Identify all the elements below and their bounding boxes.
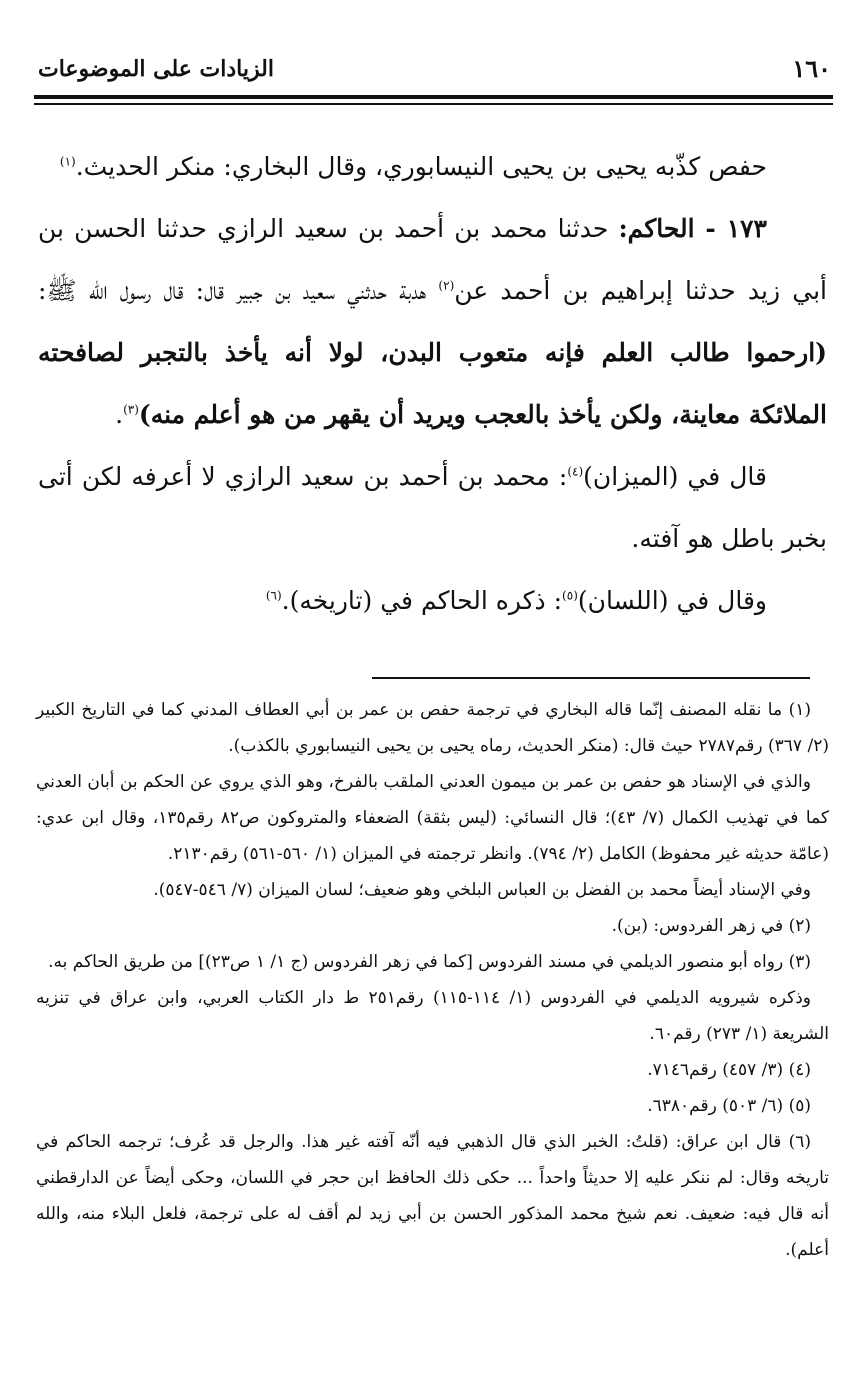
footnote-5: (٥) (٦/ ٥٠٣) رقم٦٣٨٠.	[647, 1096, 811, 1116]
hadith-number: ١٧٣ - الحاكم:	[618, 214, 767, 243]
footnotes	[36, 692, 829, 1268]
mizan-a: قال في (الميزان)	[583, 462, 767, 491]
note-ref-5: (٥)	[562, 588, 578, 603]
hadith-173	[38, 198, 827, 446]
footnote-3: (٣) رواه أبو منصور الديلمي في مسند الفردوس [كما في زهر الفردوس (ج ١/ ١ ص٢٣)] من طريق الحاكم به.	[48, 952, 811, 972]
note-ref-1: (١)	[59, 154, 76, 169]
header-rule-thin	[34, 103, 833, 105]
footnote-6: (٦) قال ابن عراق: (قلتُ: الخبر الذي قال الذهبي فيه أنّه آفته غير هذا. والرجل قد عُرف؛ ترجمه الحاكم في تاريخه وقال: لم ننكر عليه إلا حديثاً واحداً ... حكى ذلك الحافظ ابن حجر في اللسان، وحكى أيضاً عن الدارقطني أنه قال فيه: ضعيف. نعم شيخ محمد المذكور الحسن بن أبي زيد لم أقف له على ترجمة، فلعل البلاء منه، والله أعلم).	[36, 1132, 829, 1260]
note-ref-2: (٢)	[438, 278, 455, 293]
main-text	[38, 136, 827, 632]
note-ref-3: (٣)	[123, 402, 139, 417]
paragraph-mizan	[38, 446, 827, 570]
hadith-end: .	[115, 400, 124, 429]
lisan-a: وقال في (اللسان)	[577, 586, 767, 615]
footnote-3b: وذكره شيرويه الديلمي في الفردوس (١/ ١١٤-١١٥) رقم٢٥١ ط دار الكتاب العربي، وابن عراق في تنزيه الشريعة (١/ ٢٧٣) رقم٦٠.	[36, 988, 829, 1044]
mizan-b: : محمد بن أحمد بن سعيد الرازي لا أعرفه لكن أتى بخبر باطل هو آفته.	[38, 462, 827, 553]
hadith-matn: (ارحموا طالب العلم فإنه متعوب البدن، لولا أنه يأخذ بالتجبر لصافحته الملائكة معاينة، ولكن يأخذ بالعجب ويريد أن يقهر من هو أعلم منه)	[38, 338, 827, 429]
footnote-1c: وفي الإسناد أيضاً محمد بن الفضل بن العباس البلخي وهو ضعيف؛ لسان الميزان (٧/ ٥٤٦-٥٤٧).	[153, 880, 811, 900]
lisan-b: : ذكره الحاكم في (تاريخه).	[281, 586, 563, 615]
footnote-1b: والذي في الإسناد هو حفص بن عمر بن ميمون العدني الملقب بالفرخ، وهو الذي يروي عن الحكم بن أبان العدني كما في تهذيب الكمال (٧/ ٤٣)؛ قال النسائي: (ليس بثقة) الضعفاء والمتروكون ص٨٢ رقم١٣٥، وقال ابن عدي: (عامّة حديثه غير محفوظ) الكامل (٢/ ٧٩٤). وانظر ترجمته في الميزان (١/ ٥٦٠-٥٦١) رقم٢١٣٠.	[36, 772, 829, 864]
footnote-separator	[372, 677, 810, 679]
note-ref-4: (٤)	[567, 464, 584, 479]
footnote-2: (٢) في زهر الفردوس: (بن).	[611, 916, 811, 936]
hadith-isnad-b: هدبة حدثني سعيد بن جبير قال: قال رسول الله ﷺ:	[38, 276, 439, 305]
page-header	[34, 52, 833, 92]
footnote-1: (١) ما نقله المصنف إنّما قاله البخاري في ترجمة حفص بن عمر بن أبي العطاف المدني كما في التاريخ الكبير (٢/ ٣٦٧) رقم٢٧٨٧ حيث قال: (منكر الحديث، رماه يحيى بن يحيى النيسابوري بالكذب).	[36, 700, 829, 756]
paragraph-1	[38, 136, 827, 198]
paragraph-lisan	[38, 570, 827, 632]
header-rule-thick	[34, 95, 833, 99]
note-ref-6: (٦)	[265, 588, 282, 603]
paragraph-1-text: حفص كذّبه يحيى بن يحيى النيسابوري، وقال البخاري: منكر الحديث.	[75, 152, 767, 181]
hadith-isnad-a: حدثنا محمد بن أحمد بن سعيد الرازي حدثنا الحسن بن أبي زيد حدثنا إبراهيم بن أحمد عن	[38, 214, 827, 305]
footnote-4: (٤) (٣/ ٤٥٧) رقم٧١٤٦.	[647, 1060, 811, 1080]
running-title: الزيادات على الموضوعات	[38, 56, 274, 82]
page-number: ١٦٠	[792, 54, 831, 83]
